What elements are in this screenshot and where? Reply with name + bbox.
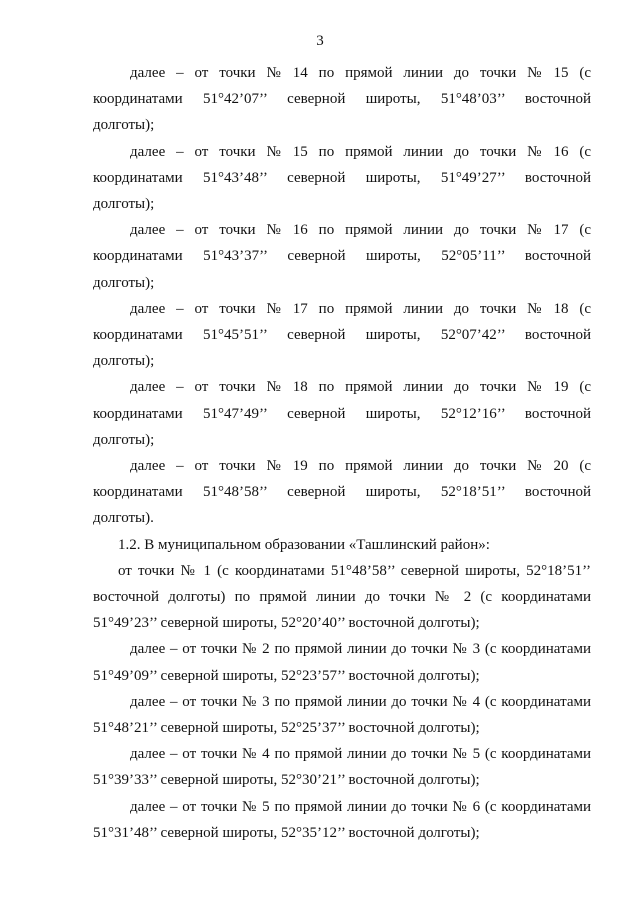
paragraph-point-18: далее – от точки № 17 по прямой линии до точки № 18 (с координатами 51°45’51’’ северной широты, 52°07’42’’ восточной долготы);	[93, 300, 591, 370]
paragraph-point-16: далее – от точки № 15 по прямой линии до точки № 16 (с координатами 51°43’48’’ северной широты, 51°49’27’’ восточной долготы);	[93, 143, 591, 213]
paragraph-tashla-point-3: далее – от точки № 2 по прямой линии до точки № 3 (с координатами 51°49’09’’ северной широты, 52°23’57’’ восточной долготы);	[93, 641, 591, 684]
paragraph-point-15: далее – от точки № 14 по прямой линии до точки № 15 (с координатами 51°42’07’’ северной широты, 51°48’03’’ восточной долготы);	[93, 65, 591, 134]
paragraph-tashla-point-2: от точки № 1 (с координатами 51°48’58’’ северной широты, 52°18’51’’ восточной долготы) по прямой линии до точки № 2 (с координатами 51°49’23’’ северной широты, 52°20’40’’ восточной долготы);	[93, 562, 591, 632]
paragraph-point-17: далее – от точки № 16 по прямой линии до точки № 17 (с координатами 51°43’37’’ северной широты, 52°05’11’’ восточной долготы);	[93, 222, 591, 291]
paragraph-point-19: далее – от точки № 18 по прямой линии до точки № 19 (с координатами 51°47’49’’ северной широты, 52°12’16’’ восточной долготы);	[93, 379, 591, 448]
paragraph-point-20: далее – от точки № 19 по прямой линии до точки № 20 (с координатами 51°48’58’’ северной широты, 52°18’51’’ восточной долготы).	[93, 458, 591, 527]
paragraph-tashla-point-6: далее – от точки № 5 по прямой линии до точки № 6 (с координатами 51°31’48’’ северной широты, 52°35’12’’ восточной долготы);	[93, 798, 591, 841]
document-body	[93, 60, 591, 846]
paragraph-tashla-point-4: далее – от точки № 3 по прямой линии до точки № 4 (с координатами 51°48’21’’ северной широты, 52°25’37’’ восточной долготы);	[93, 693, 591, 737]
section-heading-1-2: 1.2. В муниципальном образовании «Ташлинский район»:	[118, 536, 490, 553]
paragraph-tashla-point-5: далее – от точки № 4 по прямой линии до точки № 5 (с координатами 51°39’33’’ северной широты, 52°30’21’’ восточной долготы);	[93, 746, 591, 789]
page-number: 3	[316, 33, 324, 49]
